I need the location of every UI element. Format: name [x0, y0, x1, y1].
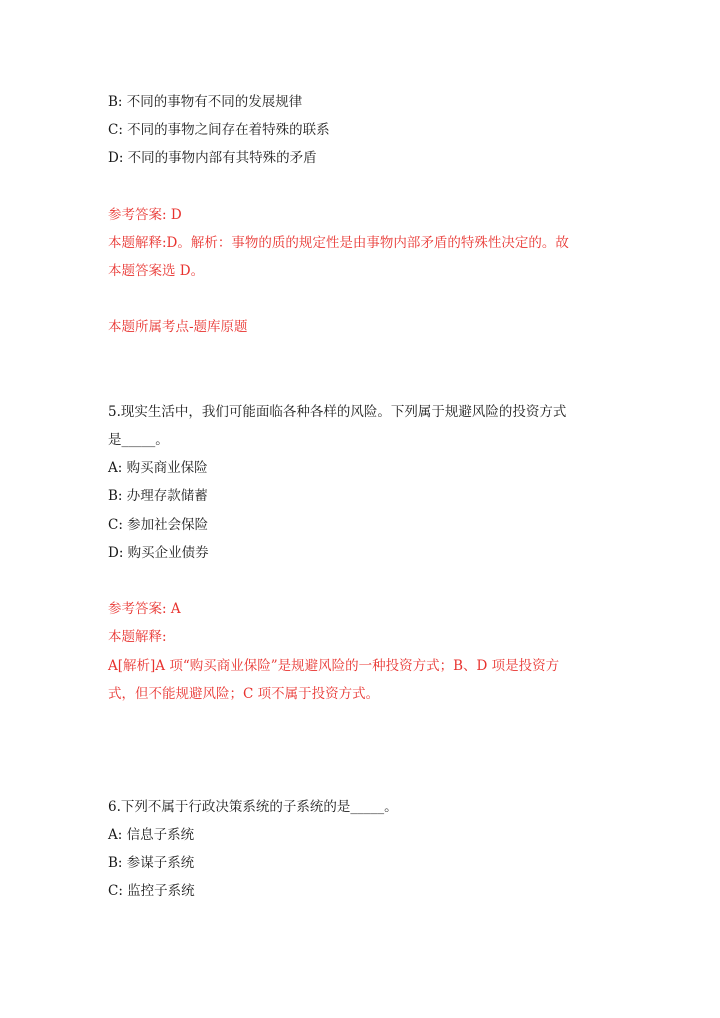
q5-question-line1: 5.现实生活中，我们可能面临各种各样的风险。下列属于规避风险的投资方式 [108, 404, 567, 420]
q5-option-a: A: 购买商业保险 [108, 460, 208, 476]
q5-explanation-line1: A[解析]A 项“购买商业保险”是规避风险的一种投资方式；B、D 项是投资方 [108, 658, 560, 674]
q5-option-b: B: 办理存款储蓄 [108, 488, 208, 504]
q5-option-d: D: 购买企业债券 [108, 545, 209, 561]
q5-explanation-line2: 式，但不能规避风险；C 项不属于投资方式。 [108, 686, 380, 702]
q6-option-c: C: 监控子系统 [108, 883, 195, 899]
q4-answer: 参考答案: D [108, 207, 182, 223]
q6-option-b: B: 参谋子系统 [108, 855, 195, 871]
q5-answer: 参考答案: A [108, 601, 181, 617]
q4-option-d: D: 不同的事物内部有其特殊的矛盾 [108, 150, 317, 166]
q4-explanation-line2: 本题答案选 D。 [108, 263, 205, 279]
q4-topic-tag: 本题所属考点-题库原题 [108, 319, 248, 335]
q4-option-c: C: 不同的事物之间存在着特殊的联系 [108, 122, 330, 138]
q5-explanation-label: 本题解释: [108, 629, 167, 645]
q6-option-a: A: 信息子系统 [108, 827, 195, 843]
q5-option-c: C: 参加社会保险 [108, 517, 209, 533]
q4-option-b: B: 不同的事物有不同的发展规律 [108, 94, 303, 110]
q6-question: 6.下列不属于行政决策系统的子系统的是_____。 [108, 799, 398, 815]
q4-explanation-line1: 本题解释:D。解析：事物的质的规定性是由事物内部矛盾的特殊性决定的。故 [108, 235, 569, 251]
q5-question-line2: 是_____。 [108, 432, 169, 448]
